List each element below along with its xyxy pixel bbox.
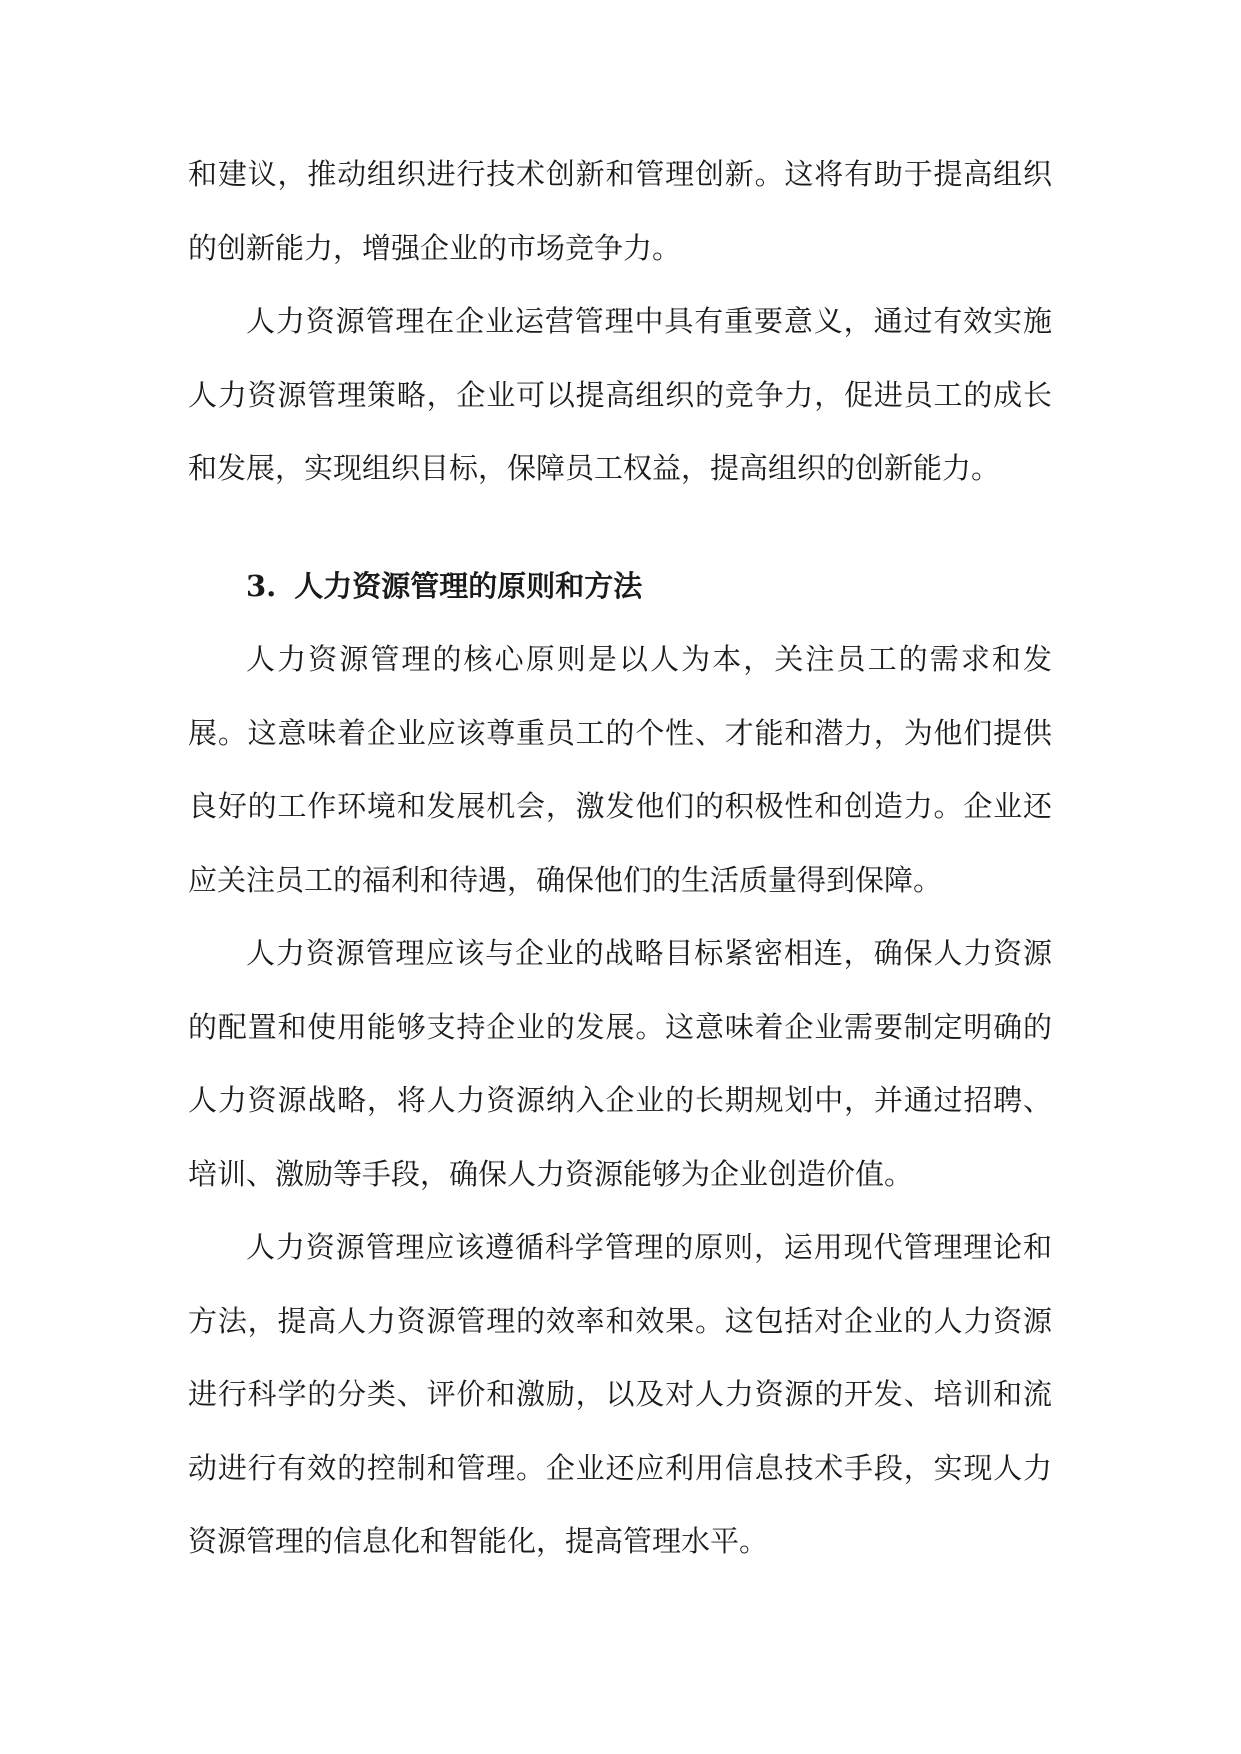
paragraph-scientific-management: 人力资源管理应该遵循科学管理的原则，运用现代管理理论和方法，提高人力资源管理的效率和效果。这包括对企业的人力资源进行科学的分类、评价和激励，以及对人力资源的开发、培训和流动进行有效的控制和管理。企业还应利用信息技术手段，实现人力资源管理的信息化和智能化，提高管理水平。 [188,1230,1052,1558]
paragraph-continuation: 和建议，推动组织进行技术创新和管理创新。这将有助于提高组织的创新能力，增强企业的市场竞争力。 [188,157,1052,265]
paragraph-strategy-alignment: 人力资源管理应该与企业的战略目标紧密相连，确保人力资源的配置和使用能够支持企业的发展。这意味着企业需要制定明确的人力资源战略，将人力资源纳入企业的长期规划中，并通过招聘、培训、激励等手段，确保人力资源能够为企业创造价值。 [188,936,1052,1191]
section-title: 人力资源管理的原则和方法 [294,568,643,603]
section-number: 3. [246,568,277,603]
section-heading [188,550,1052,624]
paragraph-people-oriented: 人力资源管理的核心原则是以人为本，关注员工的需求和发展。这意味着企业应该尊重员工的个性、才能和潜力，为他们提供良好的工作环境和发展机会，激发他们的积极性和创造力。企业还应关注员工的福利和待遇，确保他们的生活质量得到保障。 [188,642,1052,897]
paragraph-significance: 人力资源管理在企业运营管理中具有重要意义，通过有效实施人力资源管理策略，企业可以提高组织的竞争力，促进员工的成长和发展，实现组织目标，保障员工权益，提高组织的创新能力。 [188,304,1052,485]
document-body [188,138,1052,1579]
